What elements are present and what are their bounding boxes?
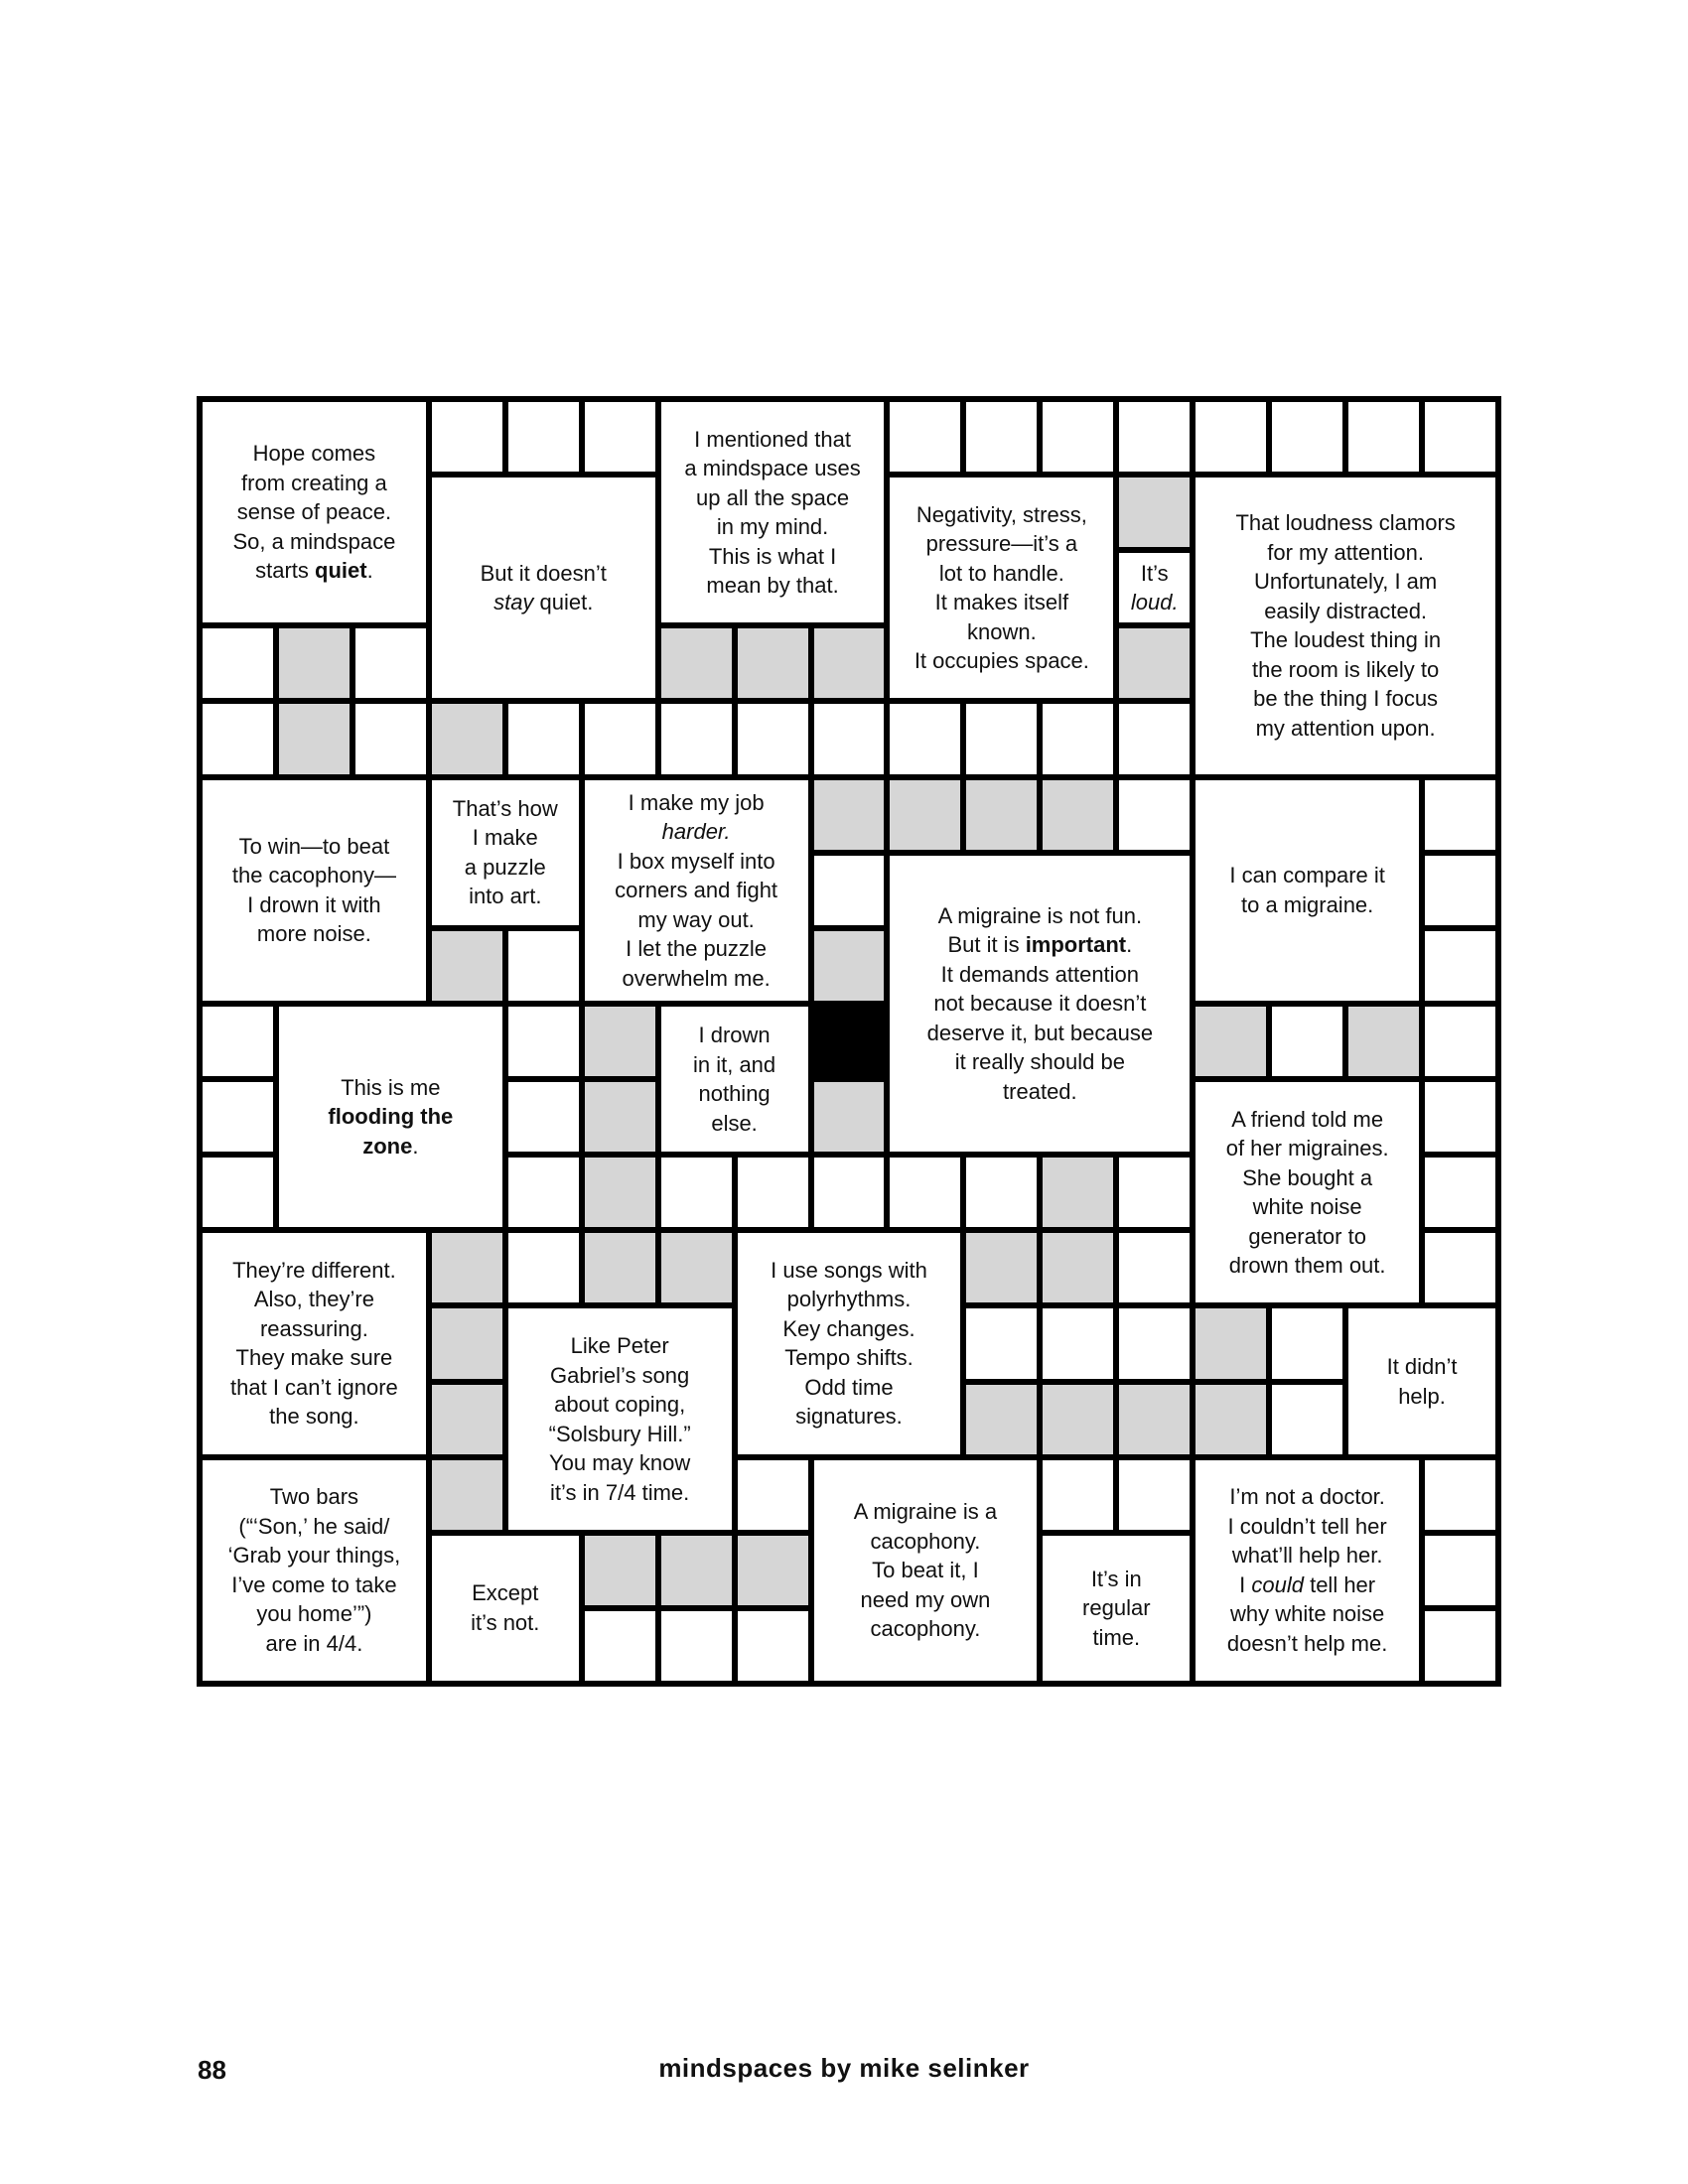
italic-text: stay bbox=[493, 590, 534, 615]
text-line: for my attention. bbox=[1267, 539, 1424, 565]
empty-cell bbox=[814, 1158, 885, 1227]
empty-cell bbox=[1196, 402, 1266, 472]
empty-cell bbox=[738, 1611, 808, 1681]
shaded-cell bbox=[585, 1536, 655, 1605]
text-line: deserve it, but because bbox=[926, 1020, 1154, 1045]
text-line: It demands attention bbox=[940, 961, 1140, 987]
text-segment: . bbox=[366, 558, 373, 584]
empty-cell bbox=[966, 402, 1037, 472]
text-line: time. bbox=[1092, 1624, 1141, 1650]
text-box-except bbox=[432, 1536, 579, 1681]
empty-cell bbox=[1272, 1308, 1342, 1378]
empty-cell bbox=[508, 1007, 579, 1076]
empty-cell bbox=[1119, 1158, 1190, 1227]
text-line: into art. bbox=[469, 884, 542, 909]
text-line: are in 4/4. bbox=[265, 1630, 363, 1656]
text-line bbox=[1131, 588, 1179, 617]
text-line: The loudest thing in bbox=[1250, 627, 1442, 653]
empty-cell bbox=[355, 704, 426, 773]
empty-cell bbox=[890, 704, 960, 773]
text-segment: But it is bbox=[947, 932, 1026, 958]
shaded-cell bbox=[1196, 1007, 1266, 1076]
empty-cell bbox=[966, 1158, 1037, 1227]
text-line: cacophony. bbox=[870, 1528, 981, 1554]
empty-cell bbox=[508, 704, 579, 773]
text-line: I use songs with bbox=[771, 1257, 927, 1283]
page-number: 88 bbox=[198, 2055, 226, 2085]
italic-text: loud. bbox=[1130, 590, 1179, 615]
text-line: mean by that. bbox=[706, 573, 839, 599]
text-line: I mentioned that bbox=[694, 426, 851, 452]
text-line: A migraine is a bbox=[853, 1499, 998, 1525]
text-line: the room is likely to bbox=[1251, 656, 1440, 682]
text-line: signatures. bbox=[795, 1404, 903, 1430]
text-line bbox=[1239, 1570, 1375, 1600]
text-line: overwhelm me. bbox=[622, 965, 771, 991]
text-line: treated. bbox=[1003, 1078, 1077, 1104]
empty-cell bbox=[203, 1158, 273, 1227]
text-line: Odd time bbox=[804, 1374, 894, 1400]
text-line: “Solsbury Hill.” bbox=[548, 1421, 691, 1446]
empty-cell bbox=[1272, 1385, 1342, 1454]
text-line: Tempo shifts. bbox=[784, 1345, 914, 1371]
empty-cell bbox=[1425, 1536, 1495, 1605]
empty-cell bbox=[432, 402, 502, 472]
text-box-cacophony bbox=[814, 1460, 1038, 1681]
empty-cell bbox=[1425, 931, 1495, 1001]
shaded-cell bbox=[1119, 1385, 1190, 1454]
text-line: Two bars bbox=[269, 1484, 359, 1510]
text-line: in my mind. bbox=[716, 514, 829, 540]
empty-cell bbox=[1425, 402, 1495, 472]
empty-cell bbox=[738, 1460, 808, 1530]
empty-cell bbox=[203, 1082, 273, 1152]
empty-cell bbox=[508, 1233, 579, 1302]
shaded-cell bbox=[432, 1385, 502, 1454]
text-box-didnt bbox=[1348, 1308, 1495, 1453]
empty-cell bbox=[508, 931, 579, 1001]
empty-cell bbox=[355, 628, 426, 698]
text-line: This is me bbox=[341, 1074, 441, 1100]
text-box-flooding bbox=[279, 1007, 502, 1227]
empty-cell bbox=[1272, 1007, 1342, 1076]
empty-cell bbox=[661, 1158, 732, 1227]
empty-cell bbox=[1425, 780, 1495, 850]
empty-cell bbox=[814, 704, 885, 773]
empty-cell bbox=[1119, 1308, 1190, 1378]
text-line: polyrhythms. bbox=[786, 1287, 912, 1312]
empty-cell bbox=[738, 704, 808, 773]
shaded-cell bbox=[432, 1460, 502, 1530]
empty-cell bbox=[890, 402, 960, 472]
empty-cell bbox=[203, 704, 273, 773]
text-line: drown them out. bbox=[1228, 1253, 1386, 1279]
text-line bbox=[328, 1102, 453, 1132]
text-line: They’re different. bbox=[232, 1257, 396, 1283]
empty-cell bbox=[1272, 402, 1342, 472]
text-box-loudness bbox=[1196, 478, 1495, 773]
empty-cell bbox=[1425, 1460, 1495, 1530]
text-box-negativity bbox=[890, 478, 1113, 698]
text-box-regular bbox=[1043, 1536, 1190, 1681]
shaded-cell bbox=[661, 1233, 732, 1302]
text-line: You may know bbox=[549, 1450, 691, 1476]
text-box-but bbox=[432, 478, 655, 698]
text-box-songs bbox=[738, 1233, 961, 1453]
text-line: To beat it, I bbox=[872, 1558, 979, 1583]
text-line: (“‘Son,’ he said/ bbox=[238, 1513, 390, 1539]
shaded-cell bbox=[1196, 1308, 1266, 1378]
text-line: my attention upon. bbox=[1255, 715, 1436, 741]
empty-cell bbox=[508, 402, 579, 472]
bold-text: quiet bbox=[315, 558, 367, 584]
text-box-notfun bbox=[890, 856, 1190, 1152]
empty-cell bbox=[1425, 1611, 1495, 1681]
shaded-cell bbox=[585, 1233, 655, 1302]
text-line: it’s in 7/4 time. bbox=[550, 1479, 690, 1505]
text-line: Except bbox=[472, 1580, 539, 1606]
shaded-cell bbox=[814, 628, 885, 698]
text-line: else. bbox=[711, 1110, 758, 1136]
text-line: I drown bbox=[698, 1023, 771, 1048]
shaded-cell bbox=[585, 1158, 655, 1227]
text-line: regular bbox=[1082, 1595, 1151, 1621]
shaded-cell bbox=[1196, 1385, 1266, 1454]
text-line: Also, they’re bbox=[253, 1287, 374, 1312]
text-segment: . bbox=[412, 1133, 419, 1159]
text-line: Key changes. bbox=[782, 1315, 915, 1341]
shaded-cell bbox=[661, 1536, 732, 1605]
shaded-cell bbox=[1119, 478, 1190, 547]
empty-cell bbox=[203, 1007, 273, 1076]
shaded-cell bbox=[279, 704, 350, 773]
text-line: what’ll help her. bbox=[1231, 1543, 1383, 1569]
shaded-cell bbox=[432, 931, 502, 1001]
text-line: pressure—it’s a bbox=[925, 531, 1078, 557]
text-line: It’s in bbox=[1090, 1566, 1142, 1591]
empty-cell bbox=[661, 704, 732, 773]
text-line: the cacophony— bbox=[231, 863, 396, 888]
shaded-cell bbox=[279, 628, 350, 698]
text-line bbox=[493, 588, 593, 617]
text-segment: quiet. bbox=[533, 590, 594, 615]
text-line: my way out. bbox=[637, 906, 755, 932]
text-line bbox=[362, 1132, 418, 1161]
text-line: more noise. bbox=[256, 921, 371, 947]
text-line: It makes itself bbox=[934, 590, 1069, 615]
text-line: a puzzle bbox=[464, 854, 546, 880]
shaded-cell bbox=[1043, 780, 1113, 850]
text-line: I box myself into bbox=[617, 848, 775, 874]
text-line bbox=[662, 817, 731, 847]
text-line: easily distracted. bbox=[1264, 598, 1428, 623]
text-line: A friend told me bbox=[1231, 1106, 1384, 1132]
text-box-doctor bbox=[1196, 1460, 1419, 1681]
empty-cell bbox=[585, 704, 655, 773]
text-line: She bought a bbox=[1242, 1164, 1373, 1190]
shaded-cell bbox=[585, 1007, 655, 1076]
running-footer-title: mindspaces by mike selinker bbox=[658, 2053, 1030, 2083]
text-line: known. bbox=[967, 618, 1037, 644]
shaded-cell bbox=[966, 780, 1037, 850]
empty-cell bbox=[585, 1611, 655, 1681]
shaded-cell bbox=[1043, 1158, 1113, 1227]
text-line: need my own bbox=[860, 1586, 991, 1612]
bold-text: important bbox=[1025, 932, 1127, 958]
text-segment: starts bbox=[255, 558, 316, 584]
text-line: corners and fight bbox=[615, 878, 778, 902]
text-line bbox=[255, 556, 373, 586]
shaded-cell bbox=[814, 780, 885, 850]
text-line: you home’”) bbox=[256, 1601, 372, 1627]
text-line bbox=[947, 930, 1132, 960]
text-line: It didn’t bbox=[1386, 1354, 1458, 1380]
text-box-compare bbox=[1196, 780, 1419, 1001]
text-line: It occupies space. bbox=[914, 648, 1089, 674]
empty-cell bbox=[1119, 1460, 1190, 1530]
text-line: reassuring. bbox=[259, 1315, 368, 1341]
empty-cell bbox=[1043, 1460, 1113, 1530]
text-line: Unfortunately, I am bbox=[1254, 569, 1438, 595]
text-line: from creating a bbox=[241, 470, 387, 495]
text-line: This is what I bbox=[708, 543, 837, 569]
text-line: sense of peace. bbox=[236, 499, 392, 525]
text-line: So, a mindspace bbox=[232, 528, 396, 554]
text-line: help. bbox=[1398, 1383, 1446, 1409]
shaded-cell bbox=[661, 628, 732, 698]
text-line: Negativity, stress, bbox=[915, 501, 1087, 527]
text-line: not because it doesn’t bbox=[933, 991, 1147, 1017]
text-line: it really should be bbox=[954, 1049, 1125, 1075]
text-line: that I can’t ignore bbox=[230, 1374, 398, 1400]
empty-cell bbox=[966, 1308, 1037, 1378]
bold-text: zone bbox=[362, 1133, 413, 1159]
text-box-thats bbox=[432, 780, 579, 925]
text-segment: I bbox=[1239, 1571, 1252, 1597]
text-line: of her migraines. bbox=[1225, 1136, 1389, 1161]
empty-cell bbox=[1043, 1308, 1113, 1378]
text-line: I’ve come to take bbox=[231, 1571, 397, 1597]
text-line: Hope comes bbox=[252, 441, 376, 467]
empty-cell bbox=[203, 628, 273, 698]
text-box-mentioned bbox=[661, 402, 885, 622]
text-box-different bbox=[203, 1233, 426, 1453]
text-line: be the thing I focus bbox=[1253, 686, 1439, 712]
text-box-friend bbox=[1196, 1082, 1419, 1302]
text-line: I make my job bbox=[628, 789, 765, 815]
empty-cell bbox=[661, 1611, 732, 1681]
text-box-towin bbox=[203, 780, 426, 1001]
shaded-cell bbox=[432, 704, 502, 773]
text-line: They make sure bbox=[235, 1345, 393, 1371]
shaded-cell bbox=[966, 1233, 1037, 1302]
empty-cell bbox=[890, 1158, 960, 1227]
empty-cell bbox=[738, 1158, 808, 1227]
text-line: To win—to beat bbox=[238, 833, 390, 859]
text-line: ‘Grab your things, bbox=[227, 1543, 401, 1569]
empty-cell bbox=[1043, 402, 1113, 472]
italic-text: could bbox=[1251, 1571, 1304, 1597]
empty-cell bbox=[1425, 1158, 1495, 1227]
text-line: up all the space bbox=[696, 484, 850, 510]
shaded-cell bbox=[1348, 1007, 1419, 1076]
text-line: cacophony. bbox=[870, 1616, 981, 1642]
shaded-cell bbox=[966, 1385, 1037, 1454]
text-line: That’s how bbox=[452, 795, 558, 821]
text-line: about coping, bbox=[554, 1392, 686, 1418]
shaded-cell bbox=[1043, 1233, 1113, 1302]
text-box-peter bbox=[508, 1308, 732, 1529]
shaded-cell bbox=[585, 1082, 655, 1152]
mindspace-puzzle-grid bbox=[197, 396, 1501, 1687]
text-line: a mindspace uses bbox=[684, 456, 861, 481]
text-line: I drown it with bbox=[247, 891, 381, 917]
shaded-cell bbox=[738, 1536, 808, 1605]
text-segment: tell her bbox=[1303, 1571, 1376, 1597]
empty-cell bbox=[508, 1158, 579, 1227]
text-line: I couldn’t tell her bbox=[1227, 1513, 1387, 1539]
text-line: It’s bbox=[1140, 560, 1169, 586]
text-line: doesn’t help me. bbox=[1226, 1630, 1388, 1656]
text-line: I let the puzzle bbox=[626, 936, 768, 961]
text-line: Gabriel’s song bbox=[550, 1362, 690, 1388]
text-line: white noise bbox=[1252, 1194, 1362, 1220]
text-line: why white noise bbox=[1229, 1601, 1385, 1627]
text-segment: . bbox=[1126, 932, 1133, 958]
text-line: it’s not. bbox=[471, 1609, 540, 1635]
text-line: Like Peter bbox=[570, 1333, 669, 1359]
empty-cell bbox=[585, 402, 655, 472]
text-line: generator to bbox=[1248, 1223, 1366, 1249]
shaded-cell bbox=[432, 1308, 502, 1378]
shaded-cell bbox=[738, 628, 808, 698]
empty-cell bbox=[1043, 704, 1113, 773]
empty-cell bbox=[508, 1082, 579, 1152]
text-line: I can compare it bbox=[1229, 863, 1385, 888]
text-line: That loudness clamors bbox=[1235, 510, 1456, 536]
empty-cell bbox=[1425, 1007, 1495, 1076]
empty-cell bbox=[1348, 402, 1419, 472]
shaded-cell bbox=[1043, 1385, 1113, 1454]
text-box-loud bbox=[1119, 553, 1190, 622]
text-line: I’m not a doctor. bbox=[1229, 1484, 1385, 1510]
empty-cell bbox=[1425, 856, 1495, 925]
text-line: to a migraine. bbox=[1240, 891, 1374, 917]
text-line: in it, and bbox=[692, 1051, 776, 1077]
text-line: But it doesn’t bbox=[480, 560, 607, 586]
text-line: A migraine is not fun. bbox=[937, 902, 1143, 928]
text-box-twobars bbox=[203, 1460, 426, 1681]
empty-cell bbox=[1119, 780, 1190, 850]
bold-text: flooding the bbox=[328, 1104, 454, 1130]
text-line: the song. bbox=[269, 1404, 359, 1430]
empty-cell bbox=[1119, 1233, 1190, 1302]
empty-cell bbox=[966, 704, 1037, 773]
shaded-cell bbox=[814, 1082, 885, 1152]
text-line: nothing bbox=[698, 1081, 771, 1107]
shaded-cell bbox=[814, 931, 885, 1001]
italic-text: harder. bbox=[661, 819, 731, 844]
black-cell bbox=[814, 1007, 885, 1076]
text-line: lot to handle. bbox=[938, 560, 1064, 586]
text-line: I make bbox=[472, 825, 538, 851]
empty-cell bbox=[814, 856, 885, 925]
text-box-drown bbox=[661, 1007, 808, 1152]
empty-cell bbox=[1119, 402, 1190, 472]
shaded-cell bbox=[432, 1233, 502, 1302]
text-box-hope bbox=[203, 402, 426, 622]
text-box-job bbox=[585, 780, 808, 1001]
empty-cell bbox=[1425, 1082, 1495, 1152]
shaded-cell bbox=[1119, 628, 1190, 698]
empty-cell bbox=[1425, 1233, 1495, 1302]
empty-cell bbox=[1119, 704, 1190, 773]
shaded-cell bbox=[890, 780, 960, 850]
